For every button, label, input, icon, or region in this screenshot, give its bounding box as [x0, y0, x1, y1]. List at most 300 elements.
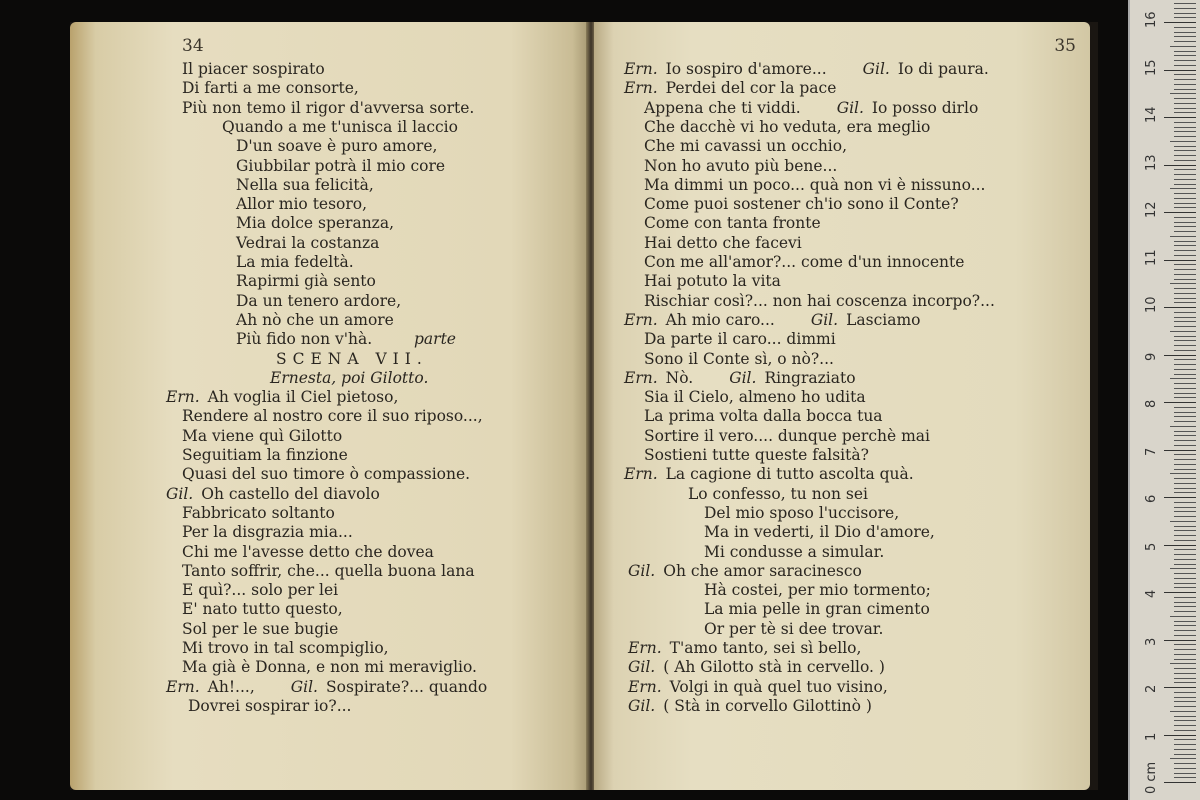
verse-text: Ah mio caro... [665, 310, 775, 329]
verse-text: Lasciamo [846, 310, 921, 329]
ruler-number: 9 [1144, 352, 1159, 361]
ruler-tick [1174, 530, 1196, 531]
measurement-ruler [1128, 0, 1200, 800]
ruler-tick [1174, 554, 1196, 555]
ruler-number: 15 [1144, 58, 1159, 76]
ruler-tick [1174, 630, 1196, 631]
ruler-tick [1174, 241, 1196, 242]
verse-text: Chi me l'avesse detto che dovea [182, 542, 434, 561]
ruler-tick [1174, 407, 1196, 408]
ruler-tick [1174, 112, 1196, 113]
verse-text: Fabbricato soltanto [182, 503, 335, 522]
ruler-tick [1174, 763, 1196, 764]
verse-text: La mia pelle in gran cimento [704, 600, 930, 619]
text-line [236, 292, 401, 311]
ruler-tick [1174, 155, 1196, 156]
ruler-tick [1174, 678, 1196, 679]
ruler-tick [1174, 321, 1196, 322]
ruler-tick [1164, 592, 1196, 593]
verse-text: ( Stà in corvello Gilottinò ) [663, 696, 872, 715]
verse-text: Or per tè si dee trovar. [704, 619, 884, 638]
ruler-tick [1174, 606, 1196, 607]
ruler-number: 11 [1144, 248, 1159, 266]
verse-text: Allor mio tesoro, [236, 195, 368, 214]
ruler-tick [1174, 60, 1196, 61]
text-line [182, 446, 348, 465]
ruler-number: 6 [1144, 494, 1159, 503]
ruler-tick [1174, 279, 1196, 280]
ruler-tick [1174, 440, 1196, 441]
ruler-tick [1174, 535, 1196, 536]
verse-text: Ma già è Donna, e non mi meraviglio. [182, 658, 477, 677]
ruler-tick [1174, 445, 1196, 446]
verse-text: Quasi del suo timore ò compassione. [182, 465, 471, 484]
text-line [644, 292, 995, 311]
verse-text: Sortire il vero.... dunque perchè mai [644, 426, 930, 445]
ruler-tick [1174, 231, 1196, 232]
text-line [624, 311, 920, 330]
ruler-tick [1164, 70, 1196, 71]
ruler-tick [1174, 511, 1196, 512]
verse-text: Che mi cavassi un occhio, [644, 137, 848, 156]
text-line [182, 543, 434, 562]
text-line [704, 543, 884, 562]
text-line [166, 388, 398, 407]
verse-text: Sostieni tutte queste falsità? [644, 446, 869, 464]
ruler-tick [1174, 150, 1196, 151]
ruler-tick [1174, 583, 1196, 584]
text-line [188, 697, 351, 716]
ruler-number: 10 [1144, 296, 1159, 313]
text-line [182, 562, 475, 581]
text-line [182, 639, 389, 658]
speaker-label: Gil. [166, 484, 194, 503]
ruler-tick [1174, 359, 1196, 360]
speaker-label: Ern. [624, 60, 658, 78]
text-line [182, 465, 470, 484]
text-line [628, 697, 872, 716]
ruler-tick [1174, 549, 1196, 550]
ruler-tick [1164, 165, 1196, 166]
ruler-tick [1164, 545, 1196, 546]
verse-text: Ah nò che un amore [236, 310, 394, 329]
ruler-tick [1174, 706, 1196, 707]
verse-text: La mia fedeltà. [236, 253, 354, 271]
ruler-tick [1174, 298, 1196, 299]
ruler-tick [1174, 250, 1196, 251]
verse-text: Per la disgrazia mia... [182, 523, 353, 542]
ruler-tick [1174, 573, 1196, 574]
ruler-tick [1174, 692, 1196, 693]
ruler-tick [1174, 412, 1196, 413]
text-line [644, 407, 883, 426]
ruler-number: 1 [1144, 732, 1159, 741]
verse-text: SCENA VII. [276, 349, 428, 368]
ruler-tick [1164, 212, 1196, 213]
text-line [236, 176, 374, 195]
ruler-tick [1170, 426, 1196, 427]
verse-text: Come con tanta fronte [644, 214, 821, 233]
ruler-tick [1164, 117, 1196, 118]
ruler-tick [1174, 136, 1196, 137]
verse-text: Ah!..., [207, 677, 255, 696]
text-line [644, 253, 964, 272]
verse-text: Appena che ti viddi. [644, 98, 801, 117]
ruler-tick [1174, 488, 1196, 489]
text-line [236, 311, 394, 330]
ruler-tick [1174, 701, 1196, 702]
text-line [182, 427, 342, 446]
ruler-tick [1170, 93, 1196, 94]
text-line [624, 369, 856, 388]
verse-text: Quando a me t'unisca il laccio [222, 117, 458, 136]
ruler-number: 4 [1144, 589, 1159, 598]
ruler-tick [1174, 635, 1196, 636]
ruler-tick [1170, 378, 1196, 379]
ruler-tick [1174, 383, 1196, 384]
ruler-tick [1174, 51, 1196, 52]
ruler-tick [1174, 131, 1196, 132]
ruler-tick [1174, 13, 1196, 14]
verse-text: Mi condusse a simular. [704, 542, 885, 561]
ruler-tick [1174, 478, 1196, 479]
text-line [236, 195, 367, 214]
ruler-tick [1174, 255, 1196, 256]
ruler-tick [1174, 89, 1196, 90]
text-line [644, 388, 866, 407]
speaker-label: Gil. [290, 677, 318, 696]
ruler-tick [1174, 492, 1196, 493]
verse-text: Oh castello del diavolo [201, 484, 380, 503]
ruler-tick [1174, 625, 1196, 626]
verse-text: Giubbilar potrà il mio core [236, 156, 446, 175]
text-line [704, 581, 931, 600]
text-line [182, 523, 353, 542]
text-line [270, 369, 428, 388]
ruler-tick [1164, 497, 1196, 498]
ruler-number: 8 [1144, 399, 1159, 408]
text-line [236, 214, 394, 233]
text-line [236, 330, 456, 349]
ruler-tick [1174, 483, 1196, 484]
verse-text: Ringraziato [764, 368, 856, 387]
ruler-tick [1174, 388, 1196, 389]
ruler-tick [1174, 659, 1196, 660]
verse-text: Non ho avuto più bene... [644, 156, 838, 175]
ruler-number: 16 [1144, 11, 1159, 28]
text-line [182, 407, 483, 426]
verse-text: Sia il Cielo, almeno ho udita [644, 388, 866, 407]
verse-text: Vedrai la costanza [236, 233, 380, 252]
ruler-tick [1170, 568, 1196, 569]
ruler-tick [1174, 198, 1196, 199]
ruler-tick [1164, 402, 1196, 403]
ruler-tick [1174, 611, 1196, 612]
ruler-tick [1174, 207, 1196, 208]
text-line [182, 99, 474, 118]
ruler-tick [1174, 336, 1196, 337]
speaker-label: Gil. [729, 368, 757, 387]
verse-text: Io di paura. [897, 60, 989, 78]
ruler-tick [1174, 421, 1196, 422]
ruler-tick [1170, 188, 1196, 189]
ruler-tick [1170, 521, 1196, 522]
ruler-tick [1170, 758, 1196, 759]
ruler-tick [1174, 393, 1196, 394]
ruler-tick [1170, 616, 1196, 617]
ruler-tick [1174, 226, 1196, 227]
ruler-tick [1174, 459, 1196, 460]
verse-text: Del mio sposo l'uccisore, [704, 503, 900, 522]
text-line [704, 600, 930, 619]
text-line [166, 678, 487, 697]
ruler-tick [1174, 288, 1196, 289]
ruler-tick [1174, 127, 1196, 128]
ruler-number: 3 [1144, 637, 1159, 646]
ruler-tick [1174, 203, 1196, 204]
ruler-tick [1164, 260, 1196, 261]
speaker-label: Ern. [628, 677, 662, 696]
verse-text: Nella sua felicità, [236, 175, 374, 194]
text-line [236, 253, 354, 272]
ruler-tick [1164, 640, 1196, 641]
ruler-tick [1174, 374, 1196, 375]
ruler-tick [1174, 416, 1196, 417]
verse-text: Il piacer sospirato [182, 60, 325, 78]
right-page-number: 35 [1054, 36, 1076, 56]
ruler-tick [1174, 65, 1196, 66]
text-line [276, 350, 428, 369]
ruler-tick [1174, 773, 1196, 774]
ruler-tick [1174, 668, 1196, 669]
text-line [182, 79, 359, 98]
ruler-tick [1174, 103, 1196, 104]
ruler-tick [1174, 293, 1196, 294]
left-page [70, 22, 588, 790]
ruler-tick [1174, 8, 1196, 9]
verse-text: Hà costei, per mio tormento; [704, 581, 931, 600]
speaker-label: Ern. [624, 368, 658, 387]
ruler-tick [1174, 193, 1196, 194]
verse-text: Come puoi sostener ch'io sono il Conte? [644, 195, 959, 214]
ruler-tick [1174, 108, 1196, 109]
ruler-tick [1174, 179, 1196, 180]
text-line [704, 523, 935, 542]
verse-text: Perdei del cor la pace [665, 79, 837, 98]
ruler-tick [1174, 3, 1196, 4]
ruler-tick [1174, 326, 1196, 327]
ruler-tick [1170, 46, 1196, 47]
verse-text: T'amo tanto, sei sì bello, [669, 639, 862, 657]
ruler-tick [1174, 587, 1196, 588]
verse-text: Oh che amor saracinesco [663, 561, 862, 580]
ruler-tick [1174, 578, 1196, 579]
ruler-tick [1174, 74, 1196, 75]
ruler-tick [1164, 450, 1196, 451]
ruler-tick [1174, 754, 1196, 755]
ruler-tick [1164, 355, 1196, 356]
text-line [688, 485, 868, 504]
text-line [624, 60, 989, 79]
verse-text: Ma viene quì Gilotto [182, 426, 343, 445]
ruler-tick [1174, 673, 1196, 674]
text-line [644, 137, 847, 156]
ruler-tick [1174, 654, 1196, 655]
speaker-label: Gil. [836, 98, 864, 117]
ruler-tick [1174, 564, 1196, 565]
text-line [628, 678, 888, 697]
speaker-label: Ern. [628, 639, 662, 657]
ruler-tick [1174, 720, 1196, 721]
ruler-tick [1174, 169, 1196, 170]
text-line [644, 214, 821, 233]
ruler-tick [1170, 711, 1196, 712]
ruler-tick [1170, 236, 1196, 237]
verse-text: Volgi in quà quel tuo visino, [669, 677, 888, 696]
verse-text: Sol per le sue bugie [182, 619, 339, 638]
ruler-tick [1174, 98, 1196, 99]
speaker-label: Gil. [628, 658, 656, 677]
text-line [624, 465, 914, 484]
text-line [236, 234, 379, 253]
ruler-tick [1164, 735, 1196, 736]
ruler-zero-label: 0 cm [1144, 761, 1159, 794]
text-line [644, 234, 802, 253]
ruler-tick [1170, 663, 1196, 664]
ruler-tick [1170, 331, 1196, 332]
verse-text: Più non temo il rigor d'avversa sorte. [182, 98, 475, 117]
verse-text: La cagione di tutto ascolta quà. [665, 465, 914, 484]
text-line [182, 600, 343, 619]
text-line [644, 176, 985, 195]
ruler-number: 12 [1144, 201, 1159, 218]
verse-text: Sono il Conte sì, o nò?... [644, 349, 834, 368]
ruler-tick [1174, 79, 1196, 80]
ruler-number: 14 [1144, 106, 1159, 123]
text-line [182, 658, 477, 677]
verse-text: Mi trovo in tal scompiglio, [182, 639, 389, 657]
ruler-tick [1174, 749, 1196, 750]
verse-text: D'un soave è puro amore, [236, 137, 438, 156]
ruler-tick [1174, 222, 1196, 223]
ruler-tick [1174, 739, 1196, 740]
verse-text: Nò. [665, 368, 694, 387]
ruler-tick [1174, 184, 1196, 185]
verse-text: E' nato tutto questo, [182, 600, 343, 619]
ruler-tick [1174, 397, 1196, 398]
ruler-tick [1174, 540, 1196, 541]
text-line [644, 330, 836, 349]
text-line [236, 157, 445, 176]
left-page-number: 34 [182, 36, 204, 56]
text-line [236, 137, 437, 156]
ruler-tick [1174, 697, 1196, 698]
text-line [182, 60, 325, 79]
ruler-tick [1174, 725, 1196, 726]
verse-text: Di farti a me consorte, [182, 79, 359, 98]
ruler-number: 7 [1144, 447, 1159, 456]
speaker-label: Ern. [624, 465, 658, 484]
ruler-tick [1174, 777, 1196, 778]
verse-text: Ah voglia il Ciel pietoso, [207, 388, 399, 407]
verse-text: Lo confesso, tu non sei [688, 484, 868, 503]
verse-text: Hai potuto la vita [644, 272, 781, 291]
speaker-label: Ern. [624, 79, 658, 98]
ruler-tick [1174, 716, 1196, 717]
book-spread [70, 22, 1098, 790]
ruler-tick [1174, 621, 1196, 622]
text-line [222, 118, 458, 137]
ruler-number: 5 [1144, 542, 1159, 551]
text-line [704, 620, 883, 639]
text-line [624, 79, 836, 98]
text-line [644, 195, 959, 214]
ruler-tick [1174, 317, 1196, 318]
text-line [182, 504, 335, 523]
verse-text: Dovrei sospirar io?... [188, 696, 352, 715]
ruler-tick [1174, 32, 1196, 33]
text-line [644, 446, 869, 465]
verse-text: La prima volta dalla bocca tua [644, 407, 883, 426]
ruler-tick [1174, 36, 1196, 37]
text-line [644, 350, 834, 369]
verse-text: Mia dolce speranza, [236, 214, 395, 233]
verse-text: Ernesta, poi Gilotto. [270, 368, 429, 387]
ruler-tick [1174, 302, 1196, 303]
verse-text: Sospirate?... quando [326, 677, 488, 696]
ruler-tick [1174, 502, 1196, 503]
verse-text: Con me all'amor?... come d'un innocente [644, 253, 965, 271]
speaker-label: Ern. [166, 388, 200, 407]
ruler-tick [1174, 364, 1196, 365]
ruler-tick [1174, 469, 1196, 470]
ruler-tick [1174, 507, 1196, 508]
ruler-tick [1174, 122, 1196, 123]
ruler-tick [1174, 312, 1196, 313]
verse-text: Tanto soffrir, che... quella buona lana [182, 561, 475, 580]
ruler-tick [1174, 526, 1196, 527]
verse-text: Che dacchè vi ho veduta, era meglio [644, 117, 931, 136]
ruler-tick [1174, 27, 1196, 28]
speaker-label: Gil. [628, 696, 656, 715]
ruler-tick [1174, 345, 1196, 346]
right-page [594, 22, 1090, 790]
ruler-tick [1164, 687, 1196, 688]
ruler-tick [1174, 516, 1196, 517]
verse-text: Ma dimmi un poco... quà non vi è nissuno... [644, 175, 986, 194]
ruler-tick [1164, 307, 1196, 308]
ruler-tick [1174, 369, 1196, 370]
text-line [628, 639, 861, 658]
speaker-label: Gil. [810, 310, 839, 329]
stage-direction: parte [414, 330, 456, 349]
ruler-tick [1174, 84, 1196, 85]
ruler-tick [1174, 340, 1196, 341]
text-line [166, 485, 380, 504]
ruler-tick [1174, 55, 1196, 56]
ruler-tick [1174, 682, 1196, 683]
ruler-tick [1174, 245, 1196, 246]
verse-text: Da un tenero ardore, [236, 291, 402, 310]
ruler-tick [1174, 730, 1196, 731]
ruler-tick [1164, 22, 1196, 23]
verse-text: Rapirmi già sento [236, 272, 376, 291]
ruler-tick [1164, 782, 1196, 783]
text-line [644, 272, 781, 291]
verse-text: Rendere al nostro core il suo riposo..., [182, 407, 483, 426]
ruler-tick [1174, 431, 1196, 432]
speaker-label: Ern. [166, 677, 200, 696]
